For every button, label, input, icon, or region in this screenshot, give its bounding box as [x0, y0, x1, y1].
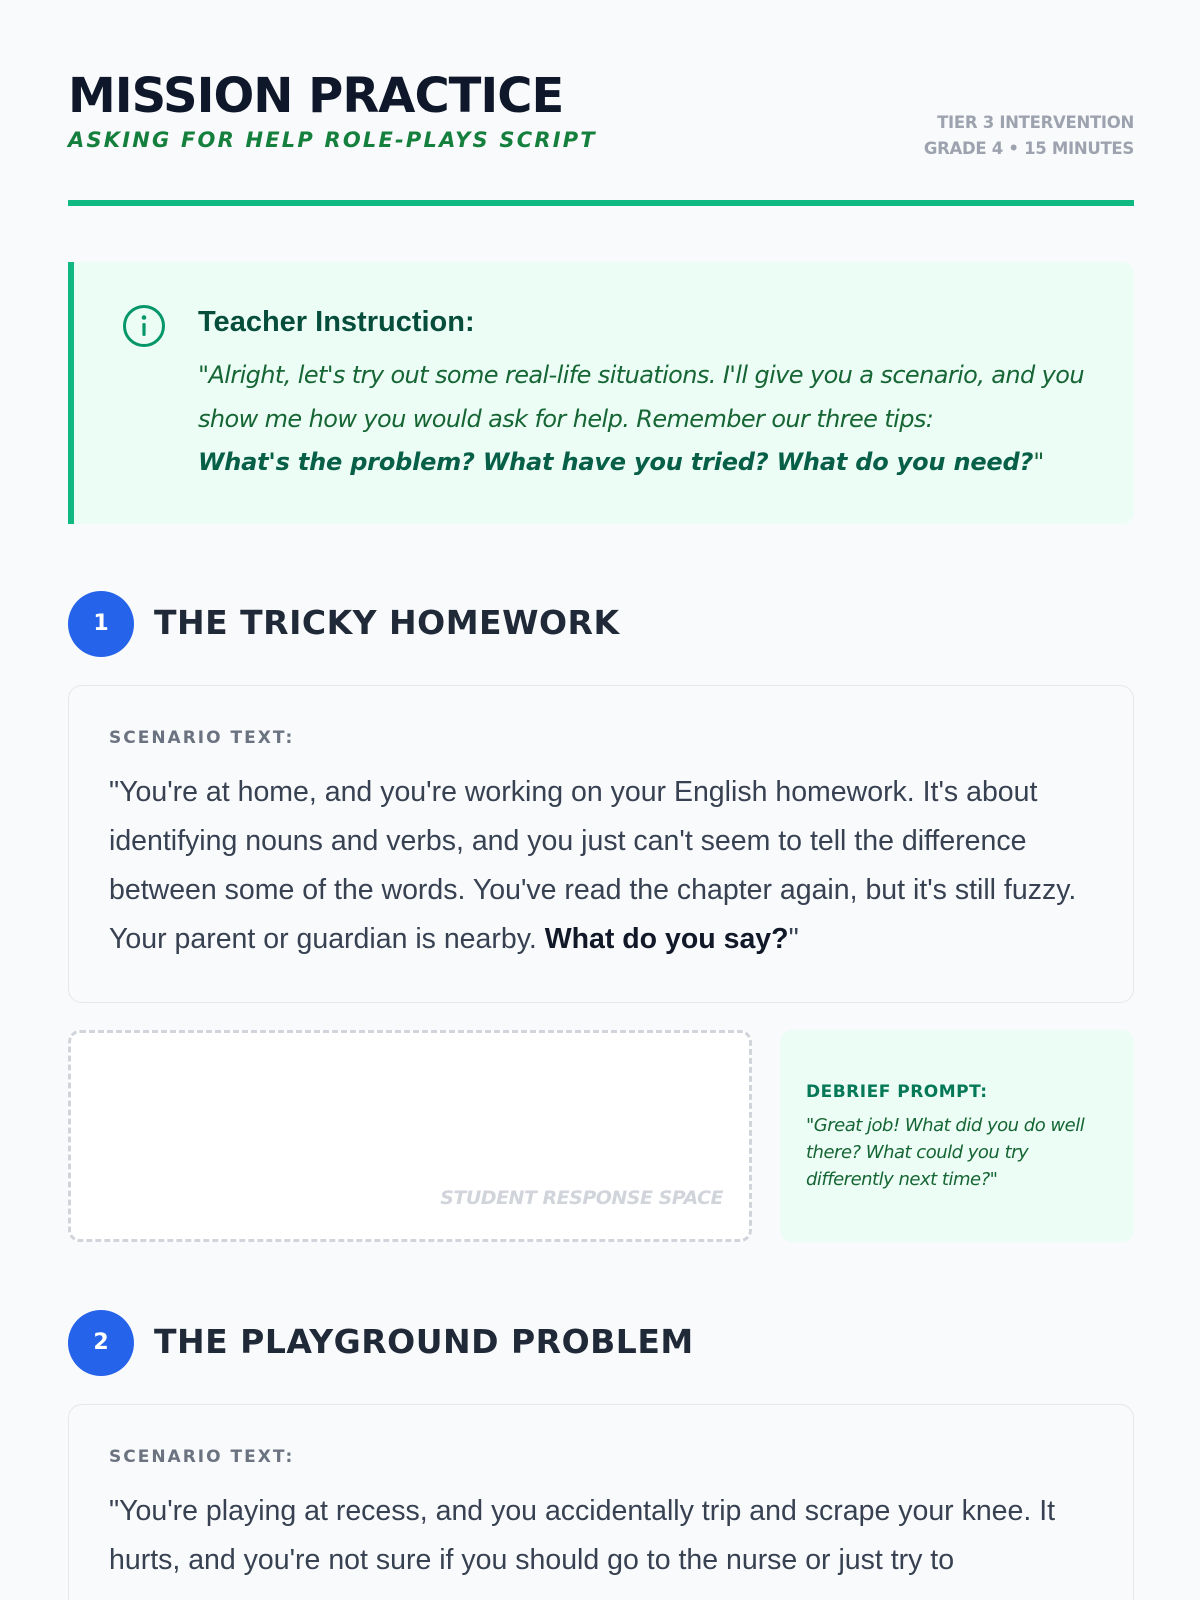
scenario-text: "You're playing at recess, and you accidentally trip and scrape your knee. It hurts, and you're not sure if you should go to the nurse or just try to [109, 1495, 1056, 1576]
debrief-label: DEBRIEF PROMPT: [806, 1082, 988, 1102]
scenario-2-box [68, 1404, 1134, 1600]
scenario-text [109, 768, 1099, 964]
info-icon [122, 304, 166, 348]
instruction-closing-quote: " [1033, 448, 1044, 476]
page-subtitle: ASKING FOR HELP ROLE-PLAYS SCRIPT [68, 128, 597, 152]
instruction-text [198, 354, 1098, 485]
scenario-label: SCENARIO TEXT: [109, 1447, 295, 1467]
page-header [68, 66, 1134, 206]
lesson-meta [924, 110, 1134, 162]
debrief-prompt-box [780, 1030, 1134, 1242]
tier-label: TIER 3 INTERVENTION [937, 113, 1134, 132]
instruction-label: Teacher Instruction: [198, 306, 475, 338]
scenario-2-header [68, 1310, 1134, 1378]
grade-time-label: GRADE 4 • 15 MINUTES [923, 139, 1134, 158]
teacher-instruction-box [68, 262, 1134, 524]
instruction-tips: What's the problem? What have you tried? What do you need? [198, 448, 1034, 476]
scenario-title: THE PLAYGROUND PROBLEM [154, 1322, 694, 1361]
scenario-closing-quote: " [788, 923, 799, 955]
scenario-title: THE TRICKY HOMEWORK [154, 603, 620, 642]
student-response-space[interactable] [68, 1030, 752, 1242]
scenario-1-header [68, 591, 1134, 659]
scenario-question: What do you say? [544, 923, 789, 955]
scenario-1-box [68, 685, 1134, 1003]
header-divider [68, 200, 1134, 206]
response-placeholder: STUDENT RESPONSE SPACE [440, 1187, 723, 1209]
page-title: MISSION PRACTICE [68, 68, 564, 124]
scenario-number-badge: 2 [68, 1310, 134, 1376]
scenario-label: SCENARIO TEXT: [109, 728, 295, 748]
debrief-text: "Great job! What did you do well there? What could you try differently next time?" [806, 1115, 1085, 1190]
scenario-number-badge: 1 [68, 591, 134, 657]
instruction-body: "Alright, let's try out some real-life situations. I'll give you a scenario, and you show me how you would ask for help. Remember our three tips: [198, 361, 1084, 433]
scenario-body: "You're at home, and you're working on your English homework. It's about identifying nouns and verbs, and you just can't seem to tell the difference between some of the words. You've read the chapter again, but it's still fuzzy. Your parent or guardian is nearby. [109, 776, 1077, 955]
